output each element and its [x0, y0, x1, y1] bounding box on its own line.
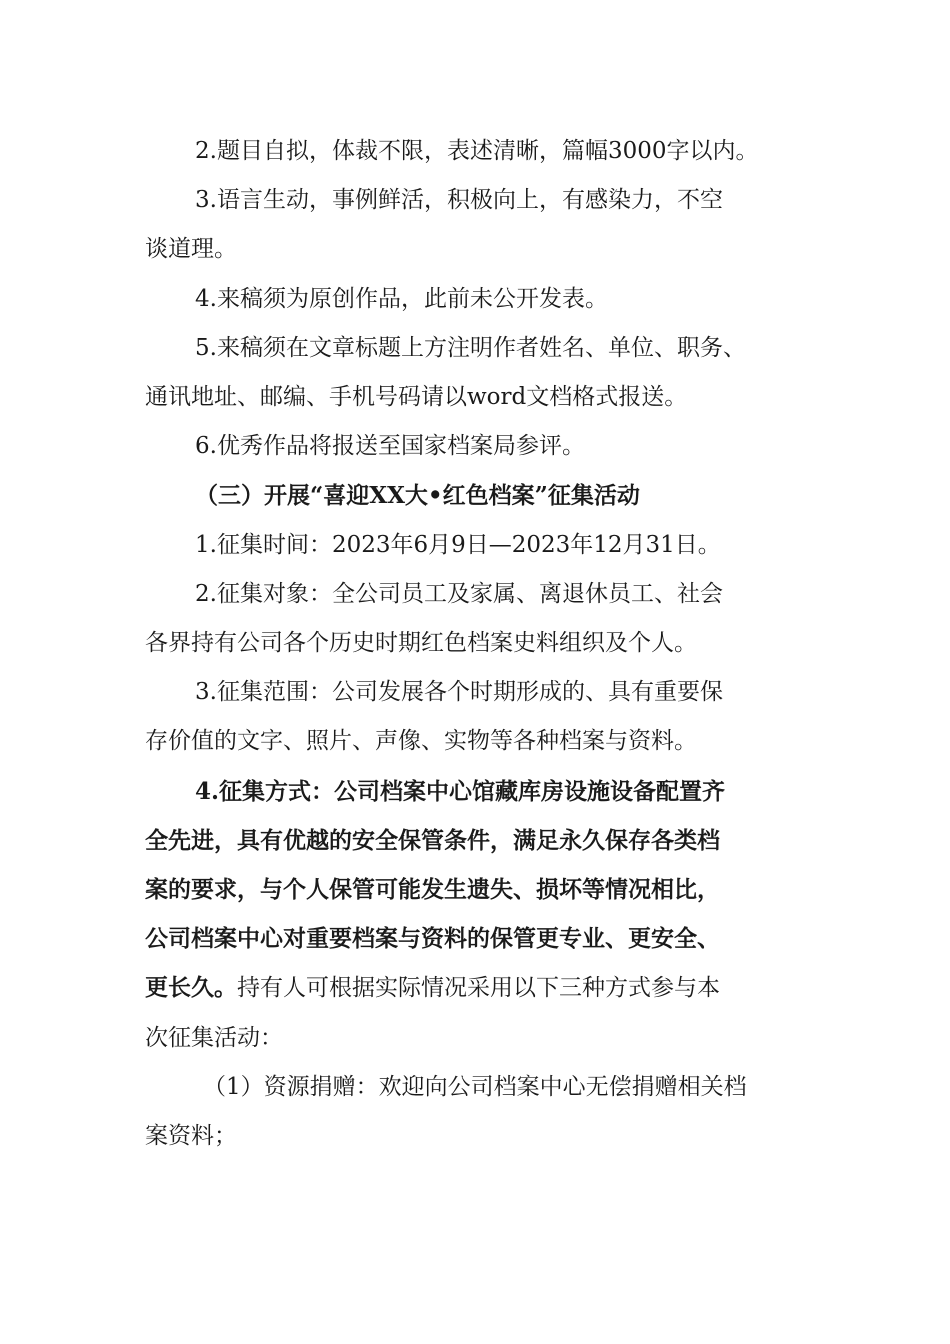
text-line: 存价值的文字、照片、声像、实物等各种档案与资料。: [145, 728, 697, 755]
item-3: [145, 176, 815, 274]
text-line: 次征集活动：: [145, 1024, 283, 1051]
text-line: （1）资源捐赠：欢迎向公司档案中心无偿捐赠相关档: [203, 1073, 747, 1100]
text-line: 4.来稿须为原创作品，此前未公开发表。: [195, 285, 608, 312]
text-line: 2.征集对象：全公司员工及家属、离退休员工、社会: [195, 580, 723, 607]
bold-text-line: 案的要求，与个人保管可能发生遗失、损坏等情况相比，: [145, 876, 720, 904]
normal-fragment: 持有人可根据实际情况采用以下三种方式参与本: [237, 975, 720, 1002]
text-line: 6.优秀作品将报送至国家档案局参评。: [195, 433, 585, 460]
text-line: 1.征集时间：2023年6月9日—2023年12月31日。: [195, 531, 721, 558]
item-6: [145, 422, 815, 471]
collection-target: [145, 570, 815, 668]
item-2: [145, 127, 815, 176]
item-4: [145, 275, 815, 324]
text-line: 案资料；: [145, 1123, 237, 1150]
bold-text-line: 全先进，具有优越的安全保管条件，满足永久保存各类档: [145, 826, 720, 854]
mixed-text-line: [145, 963, 815, 1013]
text-line: 各界持有公司各个历史时期红色档案史料组织及个人。: [145, 630, 697, 657]
text-line: 通讯地址、邮编、手机号码请以word文档格式报送。: [145, 384, 688, 411]
donation-item: [145, 1063, 815, 1161]
text-line: 2.题目自拟，体裁不限，表述清晰，篇幅3000字以内。: [195, 138, 759, 164]
bold-text-line: 4.征集方式：公司档案中心馆藏库房设施设备配置齐: [195, 777, 726, 805]
text-line: 5.来稿须在文章标题上方注明作者姓名、单位、职务、: [195, 334, 746, 361]
bold-text-line: 公司档案中心对重要档案与资料的保管更专业、更安全、: [145, 925, 720, 953]
text-line: 3.语言生动，事例鲜活，积极向上，有感染力，不空: [195, 187, 723, 214]
item-5: [145, 324, 815, 422]
collection-time: [145, 521, 815, 570]
collection-scope: [145, 668, 815, 766]
text-line: 3.征集范围：公司发展各个时期形成的、具有重要保: [195, 679, 723, 706]
text-line: 谈道理。: [145, 236, 237, 263]
bold-fragment: 更长久。: [145, 974, 237, 1002]
collection-method: [145, 767, 815, 1063]
section-heading: （三）开展“喜迎XX大•红色档案”征集活动: [195, 482, 640, 510]
document-body: [145, 127, 815, 1161]
